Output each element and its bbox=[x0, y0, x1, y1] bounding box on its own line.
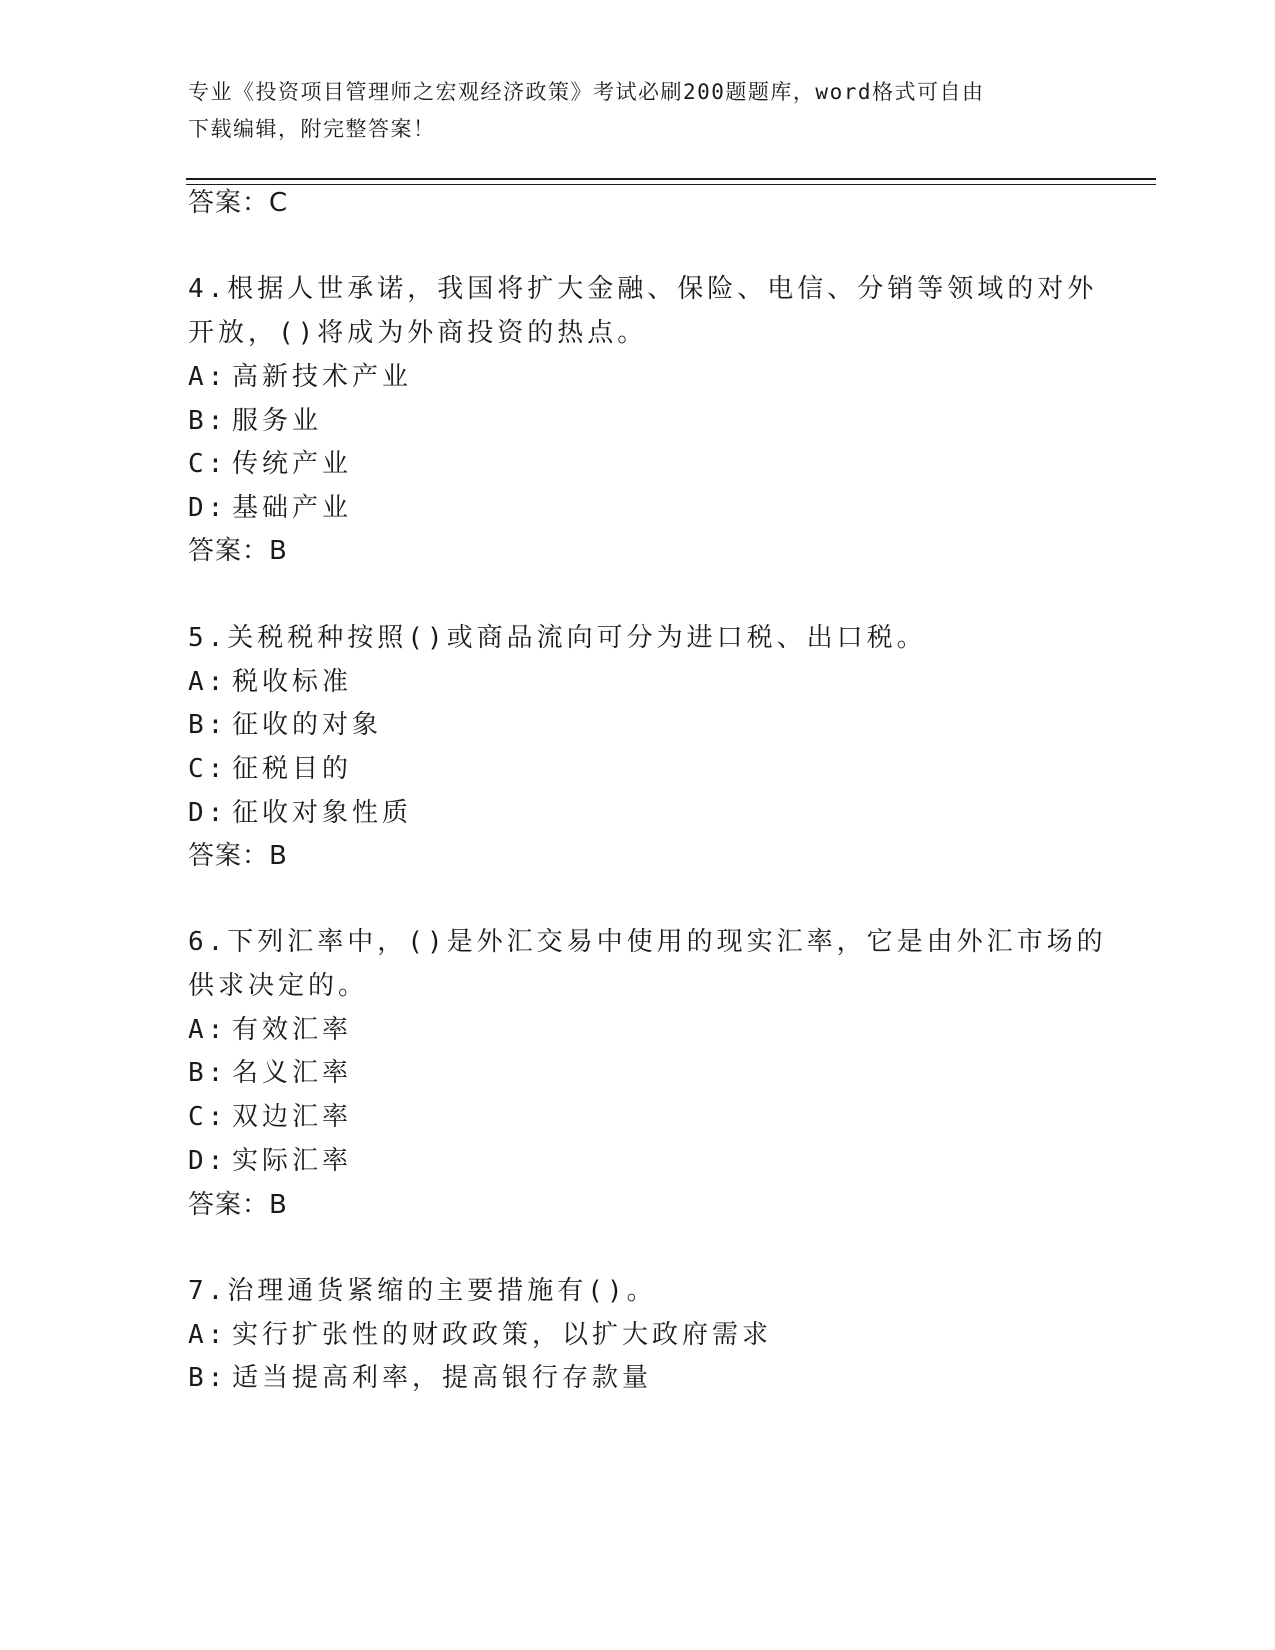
header-divider-thick bbox=[186, 178, 1156, 180]
option-letter: B: bbox=[188, 710, 228, 740]
document-header bbox=[188, 74, 1068, 148]
question-5-option-d bbox=[188, 796, 412, 830]
question-7-stem-line1: 7.治理通货紧缩的主要措施有()。 bbox=[188, 1276, 657, 1306]
option-letter: A: bbox=[188, 362, 228, 392]
option-letter: D: bbox=[188, 493, 228, 523]
question-5-stem-line1: 5.关税税种按照()或商品流向可分为进口税、出口税。 bbox=[188, 623, 927, 653]
question-6-option-b bbox=[188, 1056, 352, 1090]
option-letter: B: bbox=[188, 1058, 228, 1088]
option-text: 基础产业 bbox=[232, 493, 353, 523]
question-4-stem-line1: 4.根据人世承诺，我国将扩大金融、保险、电信、分销等领域的对外 bbox=[188, 274, 1098, 304]
option-text: 税收标准 bbox=[232, 667, 353, 697]
option-letter: C: bbox=[188, 754, 228, 784]
question-6-option-c bbox=[188, 1100, 352, 1134]
option-text: 征税目的 bbox=[232, 754, 353, 784]
question-4-answer: 答案：B bbox=[188, 536, 288, 566]
question-6-option-a bbox=[188, 1013, 352, 1047]
question-4-option-a bbox=[188, 360, 412, 394]
question-5-option-c bbox=[188, 752, 352, 786]
option-text: 实际汇率 bbox=[232, 1146, 353, 1176]
question-4-stem-line2: 开放，()将成为外商投资的热点。 bbox=[188, 318, 648, 348]
option-text: 双边汇率 bbox=[232, 1102, 353, 1132]
header-title-line1: 专业《投资项目管理师之宏观经济政策》考试必刷200题题库，word格式可自由 bbox=[188, 80, 985, 104]
option-letter: C: bbox=[188, 449, 228, 479]
option-letter: A: bbox=[188, 1320, 228, 1350]
option-text: 适当提高利率，提高银行存款量 bbox=[232, 1363, 653, 1393]
option-letter: B: bbox=[188, 1363, 228, 1393]
header-divider-thin bbox=[186, 184, 1156, 185]
question-4-option-d bbox=[188, 491, 352, 525]
option-letter: B: bbox=[188, 406, 228, 436]
question-4-option-b bbox=[188, 404, 322, 438]
question-5-answer: 答案：B bbox=[188, 841, 288, 871]
question-6-answer: 答案：B bbox=[188, 1190, 288, 1220]
option-text: 征收对象性质 bbox=[232, 798, 413, 828]
question-4-option-c bbox=[188, 447, 352, 481]
option-letter: D: bbox=[188, 1146, 228, 1176]
option-text: 实行扩张性的财政政策，以扩大政府需求 bbox=[232, 1320, 773, 1350]
question-6-stem-line2: 供求决定的。 bbox=[188, 971, 369, 1001]
option-text: 服务业 bbox=[232, 406, 323, 436]
option-letter: A: bbox=[188, 1015, 228, 1045]
option-text: 名义汇率 bbox=[232, 1058, 353, 1088]
option-text: 高新技术产业 bbox=[232, 362, 413, 392]
question-5-option-a bbox=[188, 665, 352, 699]
question-7-option-a bbox=[188, 1318, 772, 1352]
option-text: 有效汇率 bbox=[232, 1015, 353, 1045]
answer-previous: 答案：C bbox=[188, 188, 289, 218]
option-text: 传统产业 bbox=[232, 449, 353, 479]
question-7-option-b bbox=[188, 1361, 652, 1395]
option-text: 征收的对象 bbox=[232, 710, 383, 740]
header-title-line2: 下载编辑，附完整答案！ bbox=[188, 117, 436, 141]
option-letter: D: bbox=[188, 798, 228, 828]
question-6-option-d bbox=[188, 1144, 352, 1178]
option-letter: C: bbox=[188, 1102, 228, 1132]
option-letter: A: bbox=[188, 667, 228, 697]
question-5-option-b bbox=[188, 708, 382, 742]
question-6-stem-line1: 6.下列汇率中，()是外汇交易中使用的现实汇率，它是由外汇市场的 bbox=[188, 927, 1107, 957]
